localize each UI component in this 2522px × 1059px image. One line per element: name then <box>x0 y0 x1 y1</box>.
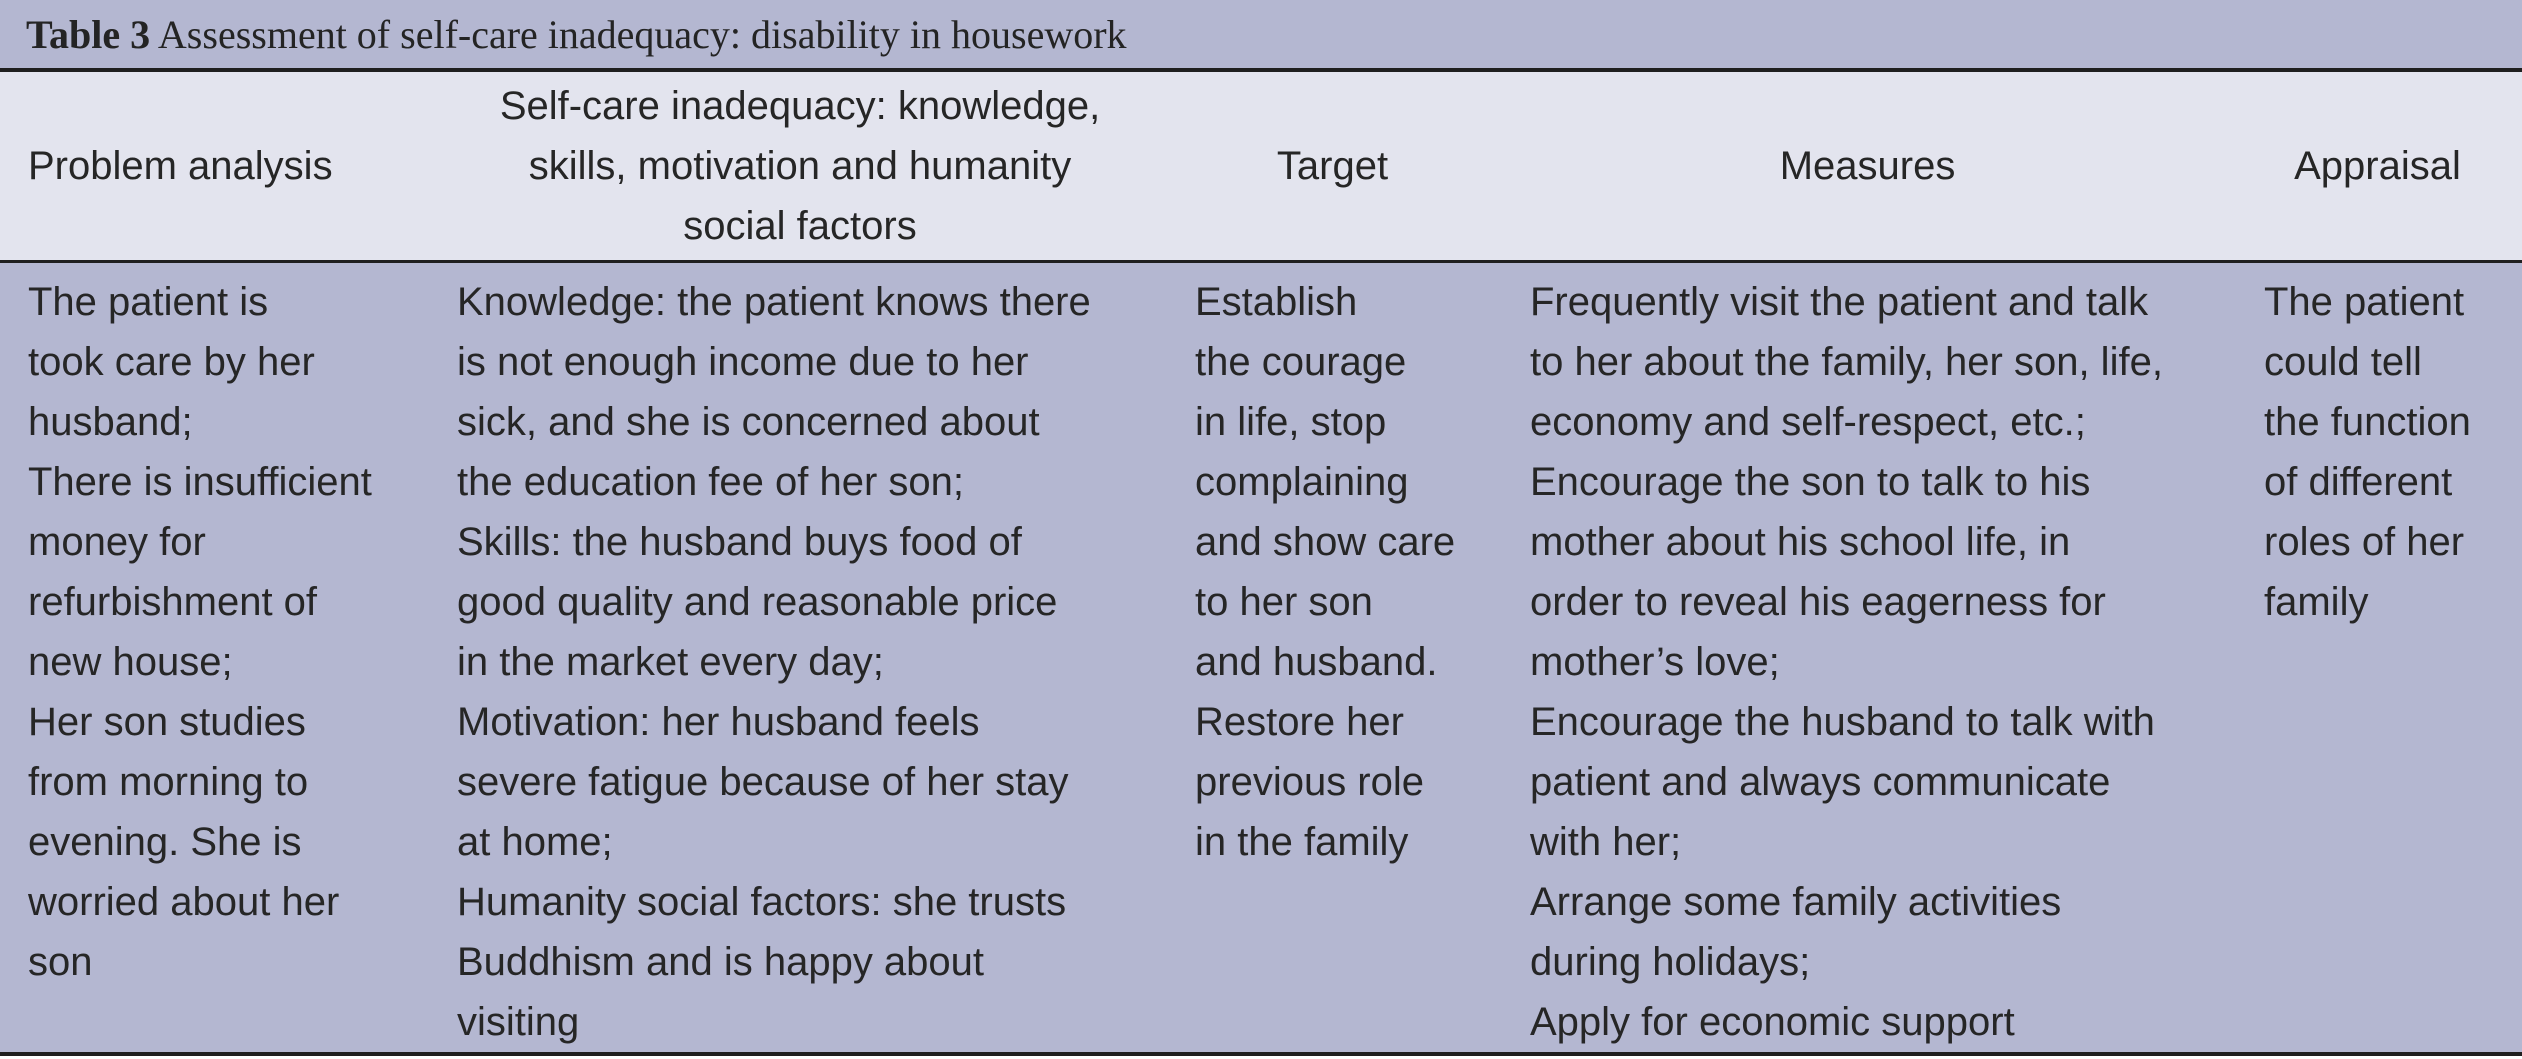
bottom-rule <box>0 1052 2522 1056</box>
header-measures: Measures <box>1779 144 1956 188</box>
table-caption <box>0 0 2522 68</box>
header-appraisal: Appraisal <box>2294 144 2461 188</box>
header-target: Target <box>1276 144 1389 188</box>
table-number: Table 3 <box>26 12 151 57</box>
table-header-row <box>0 72 2522 260</box>
cell-measures: Frequently visit the patient and talk to her about the family, her son, life, economy and self-respect, etc.; Encourage the son to talk to his mother about his school life, in order to reveal his eagerness for mother’s love; Encourage the husband to talk with patient and always communicate with her; Arrange some family activities during holidays; Apply for economic support <box>1530 280 2163 1044</box>
header-self-care-inadequacy: Self-care inadequacy: knowledge, skills, motivation and humanity social factors <box>499 84 1101 248</box>
cell-self-care-inadequacy: Knowledge: the patient knows there is not enough income due to her sick, and she is concerned about the education fee of her son; Skills: the husband buys food of good quality and reasonable price in the market every day; Motivation: her husband feels severe fatigue because of her stay at home; Humanity social factors: she trusts Buddhism and is happy about visiting <box>457 280 1091 1044</box>
cell-appraisal: The patient could tell the function of different roles of her family <box>2264 280 2471 624</box>
header-problem-analysis: Problem analysis <box>28 144 333 188</box>
table-row <box>0 263 2522 1052</box>
cell-target: Establish the courage in life, stop complaining and show care to her son and husband. Restore her previous role in the family <box>1195 280 1456 864</box>
cell-problem-analysis: The patient is took care by her husband; There is insufficient money for refurbishment of new house; Her son studies from morning to evening. She is worried about her son <box>28 280 372 984</box>
table-title: Assessment of self-care inadequacy: disability in housework <box>157 12 1127 57</box>
